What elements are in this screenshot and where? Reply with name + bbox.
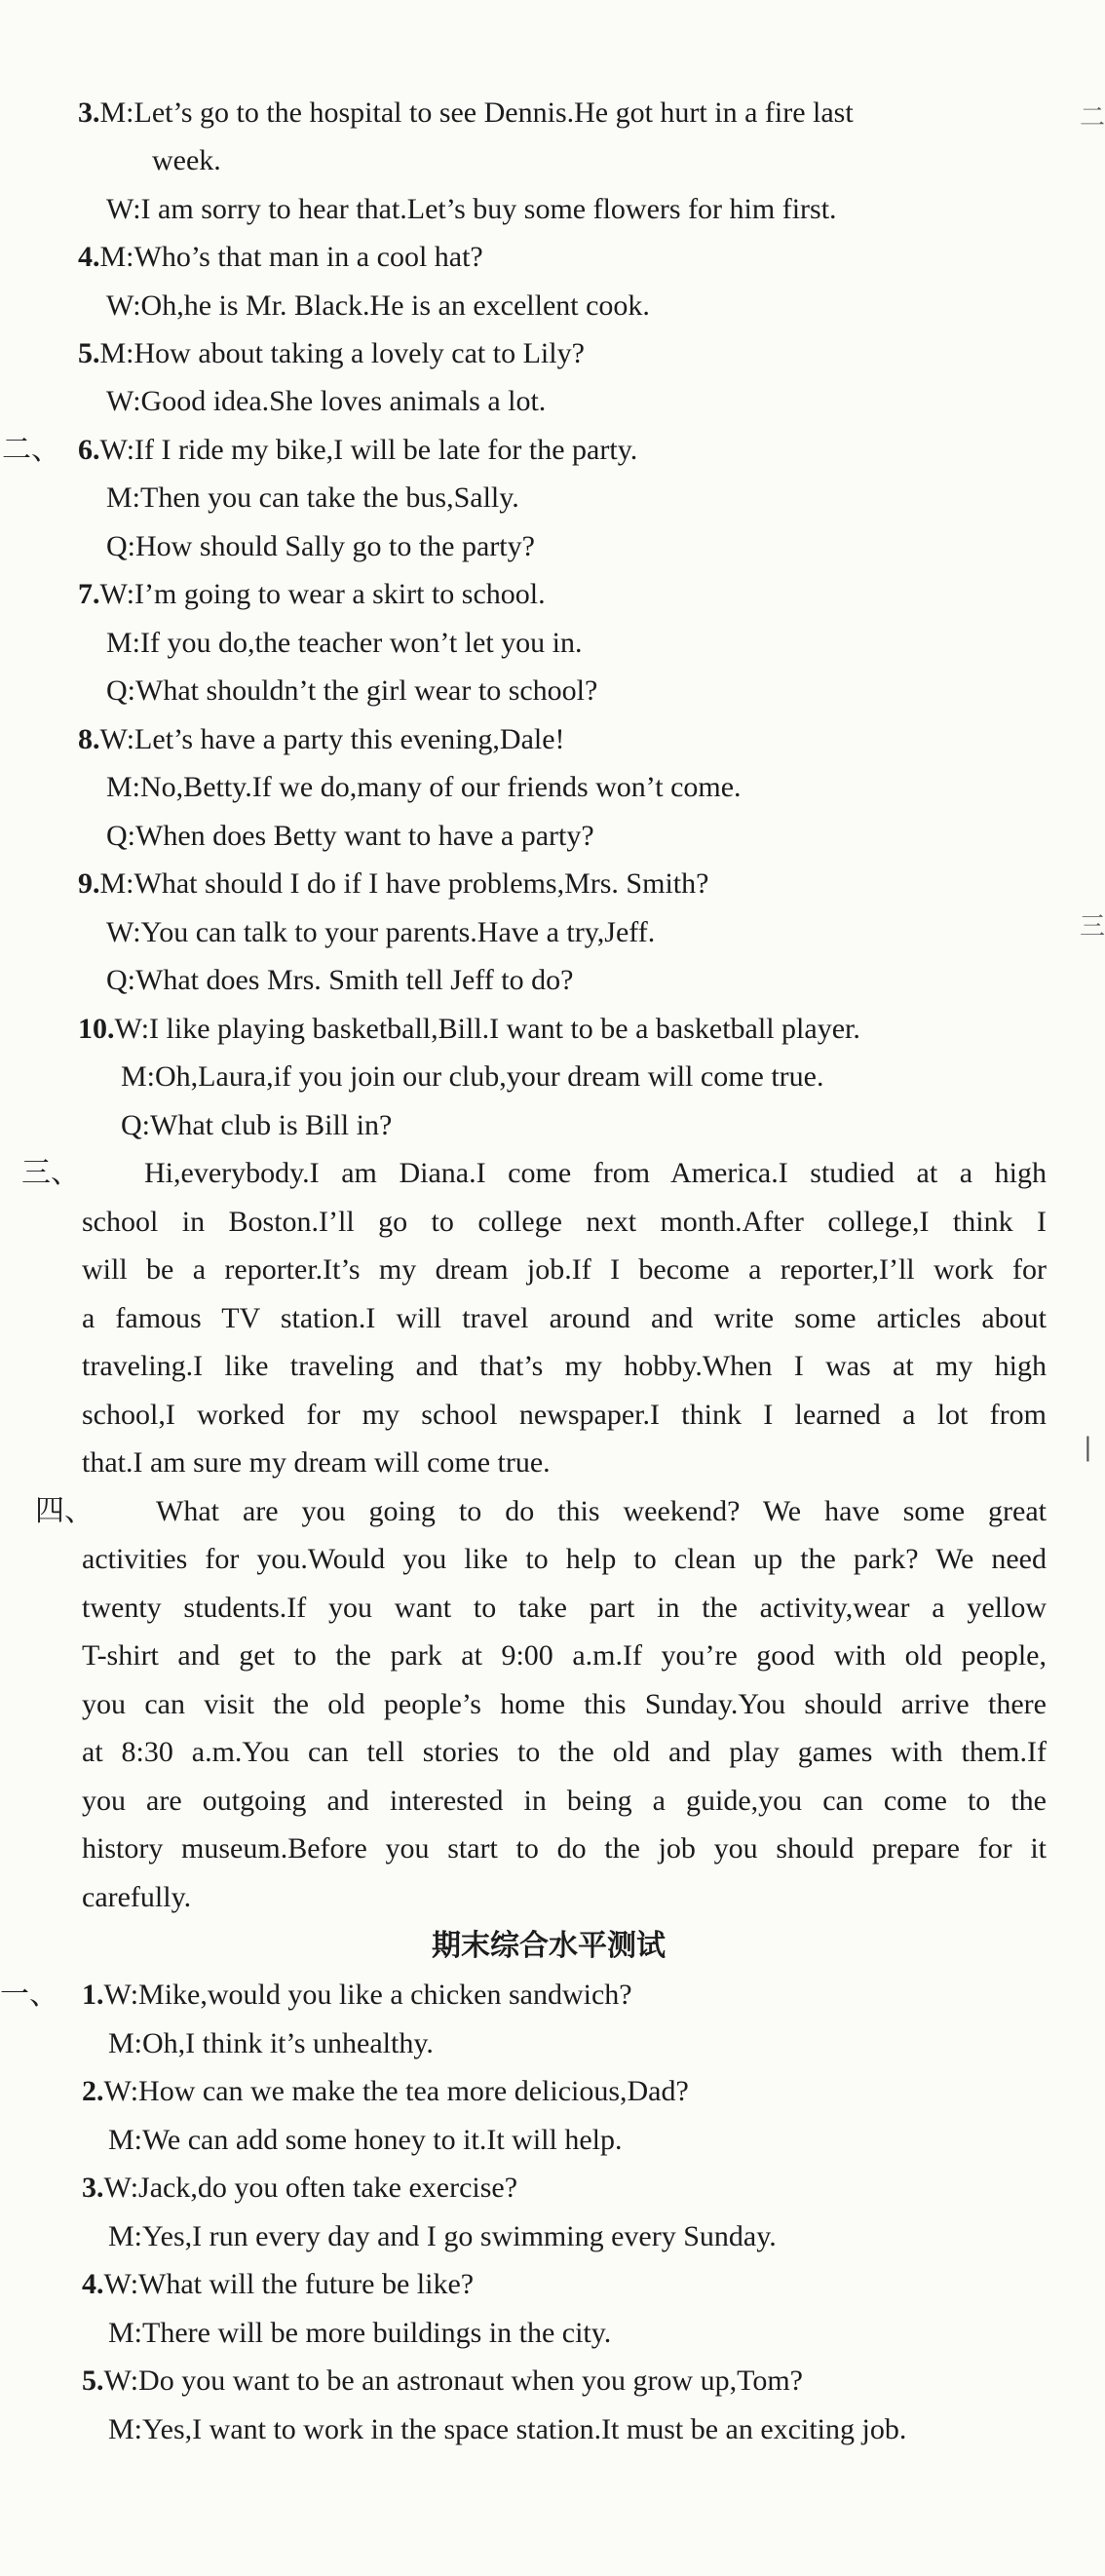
dialogue-line: week. — [152, 144, 221, 176]
paragraph-line: twenty students.If you want to take part in the activity,wear a yellow — [82, 1592, 1047, 1624]
paragraph-line: traveling.I like traveling and that’s my hobby.When I was at my high — [82, 1350, 1047, 1382]
paragraph-line: carefully. — [82, 1881, 192, 1913]
margin-mark: 三 — [1080, 912, 1105, 942]
paragraph-line: What are you going to do this weekend? We have some great — [156, 1495, 1047, 1527]
dialogue-line: 3.M:Let’s go to the hospital to see Dennis.He got hurt in a fire last — [78, 96, 854, 129]
paragraph-line: T-shirt and get to the park at 9:00 a.m.If you’re good with old people, — [82, 1639, 1047, 1672]
paragraph-line: that.I am sure my dream will come true. — [82, 1446, 551, 1479]
dialogue-line: M:No,Betty.If we do,many of our friends won’t come. — [106, 771, 742, 803]
dialogue-line: M:There will be more buildings in the city. — [108, 2317, 612, 2349]
dialogue-line: M:We can add some honey to it.It will help. — [108, 2124, 623, 2156]
dialogue-line: 5.W:Do you want to be an astronaut when you grow up,Tom? — [82, 2365, 803, 2397]
section-label: 一、 — [0, 1978, 58, 2012]
dialogue-line: 4.M:Who’s that man in a cool hat? — [78, 241, 483, 273]
margin-mark: | — [1084, 1433, 1092, 1462]
dialogue-line: M:Yes,I want to work in the space station.It must be an exciting job. — [108, 2413, 907, 2445]
dialogue-line: 9.M:What should I do if I have problems,Mrs. Smith? — [78, 867, 709, 900]
paragraph-line: you can visit the old people’s home this Sunday.You should arrive there — [82, 1688, 1047, 1720]
dialogue-line: 2.W:How can we make the tea more delicious,Dad? — [82, 2075, 689, 2107]
dialogue-line: 8.W:Let’s have a party this evening,Dale! — [78, 723, 565, 755]
page-title: 期末综合水平测试 — [432, 1929, 666, 1963]
dialogue-line: 6.W:If I ride my bike,I will be late for the party. — [78, 434, 638, 466]
paragraph-line: a famous TV station.I will travel around and write some articles about — [82, 1302, 1047, 1334]
dialogue-line: W:Good idea.She loves animals a lot. — [106, 385, 547, 417]
paragraph-line: school in Boston.I’ll go to college next month.After college,I think I — [82, 1206, 1047, 1238]
paragraph-line: you are outgoing and interested in being a guide,you can come to the — [82, 1785, 1047, 1817]
dialogue-line: 7.W:I’m going to wear a skirt to school. — [78, 578, 546, 610]
dialogue-line: Q:What shouldn’t the girl wear to school? — [106, 674, 598, 707]
dialogue-line: W:You can talk to your parents.Have a try,Jeff. — [106, 916, 656, 948]
paragraph-line: activities for you.Would you like to help to clean up the park? We need — [82, 1543, 1047, 1575]
dialogue-line: 10.W:I like playing basketball,Bill.I want to be a basketball player. — [78, 1013, 860, 1045]
dialogue-line: 5.M:How about taking a lovely cat to Lily? — [78, 337, 585, 369]
dialogue-line: Q:What does Mrs. Smith tell Jeff to do? — [106, 964, 574, 996]
dialogue-line: M:Oh,I think it’s unhealthy. — [108, 2027, 434, 2059]
section-label: 四、 — [35, 1494, 94, 1528]
section-label: 二、 — [2, 433, 60, 467]
dialogue-line: M:Then you can take the bus,Sally. — [106, 481, 519, 514]
dialogue-line: M:Oh,Laura,if you join our club,your dream will come true. — [121, 1060, 824, 1093]
paragraph-line: Hi,everybody.I am Diana.I come from America.I studied at a high — [144, 1157, 1047, 1189]
dialogue-line: W:I am sorry to hear that.Let’s buy some flowers for him first. — [106, 193, 837, 225]
dialogue-line: M:Yes,I run every day and I go swimming every Sunday. — [108, 2220, 777, 2252]
dialogue-line: 1.W:Mike,would you like a chicken sandwich? — [82, 1979, 632, 2011]
margin-mark: 二 — [1080, 103, 1105, 133]
section-label: 三、 — [21, 1156, 80, 1190]
dialogue-line: M:If you do,the teacher won’t let you in. — [106, 627, 583, 659]
dialogue-line: Q:When does Betty want to have a party? — [106, 820, 594, 852]
dialogue-line: W:Oh,he is Mr. Black.He is an excellent cook. — [106, 289, 650, 322]
dialogue-line: 4.W:What will the future be like? — [82, 2268, 475, 2300]
paragraph-line: school,I worked for my school newspaper.I think I learned a lot from — [82, 1399, 1047, 1431]
paragraph-line: at 8:30 a.m.You can tell stories to the old and play games with them.If — [82, 1736, 1047, 1768]
paragraph-line: will be a reporter.It’s my dream job.If I become a reporter,I’ll work for — [82, 1253, 1047, 1286]
dialogue-line: Q:What club is Bill in? — [121, 1109, 393, 1141]
paragraph-line: history museum.Before you start to do the job you should prepare for it — [82, 1832, 1047, 1865]
dialogue-line: 3.W:Jack,do you often take exercise? — [82, 2172, 518, 2204]
dialogue-line: Q:How should Sally go to the party? — [106, 530, 535, 562]
